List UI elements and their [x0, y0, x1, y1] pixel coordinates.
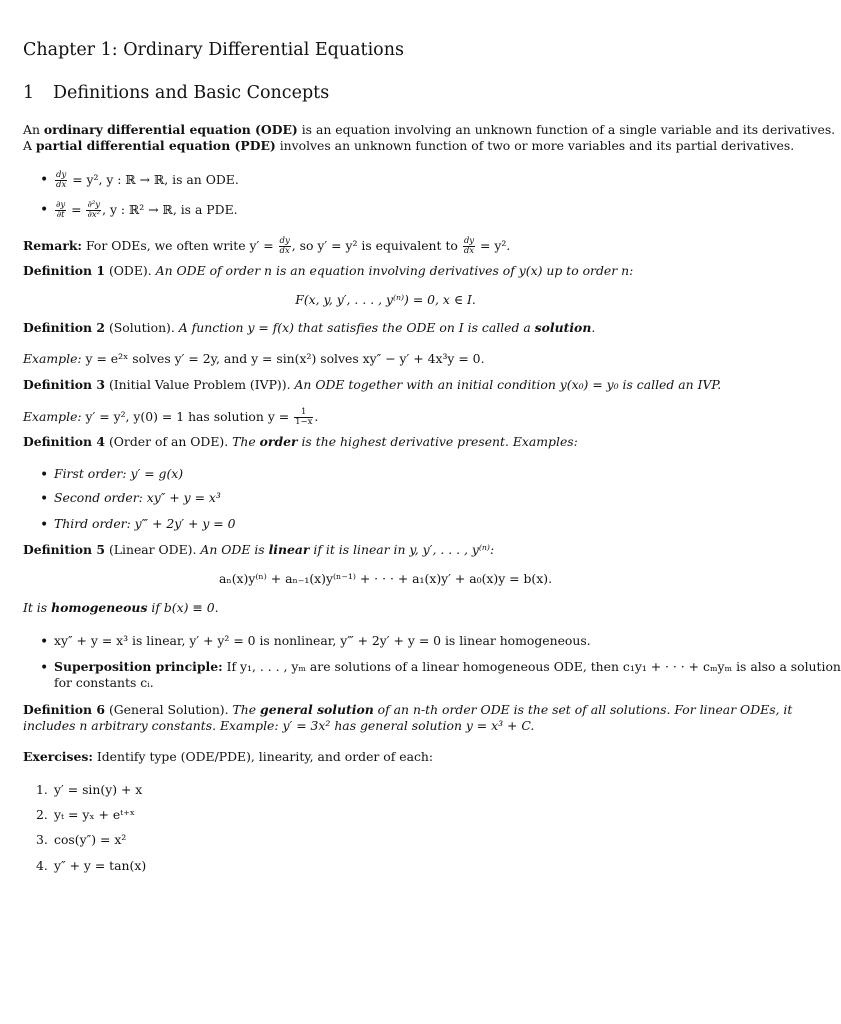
fraction [279, 237, 291, 256]
exercise-number: 3. [36, 832, 48, 847]
example-label: Example: [23, 351, 82, 366]
chapter-title: Chapter 1: Ordinary Differential Equations [23, 40, 404, 60]
remark-text: = y². [476, 238, 511, 253]
superposition-principle [54, 659, 841, 675]
numerator: dy [463, 236, 475, 246]
superposition-label: Superposition principle: [54, 659, 223, 674]
definition-name: (Order of an ODE). [105, 434, 229, 449]
intro-text: is an equation involving an unknown function of a single variable and its derivatives. [297, 122, 836, 137]
remark-text: For ODEs, we often write y′ = [82, 238, 278, 253]
fraction [463, 237, 475, 256]
equals: = [67, 202, 86, 217]
definition-text: The [228, 434, 260, 449]
order-example-2: Second order: xy″ + y = x³ [54, 490, 221, 505]
solution-term: solution [534, 320, 592, 335]
denominator: dx [56, 180, 67, 190]
definition-label: Definition 5 [23, 542, 105, 557]
definition-1 [23, 263, 633, 279]
intro-text: An [23, 122, 44, 137]
definition-name: (General Solution). [105, 702, 229, 717]
bullet-icon: • [40, 491, 49, 507]
definition-text: An ODE together with an initial condition y(x₀) = y₀ is called an IVP. [290, 377, 722, 392]
exercise-item: y′ = sin(y) + x [54, 782, 143, 797]
denominator: ∂x² [87, 210, 101, 220]
exercises-label: Exercises: [23, 749, 93, 764]
numerator: 1 [294, 408, 313, 418]
definition-text: An ODE is [196, 542, 269, 557]
definition-text: is the highest derivative present. Examples: [297, 434, 578, 449]
bullet-icon: • [40, 172, 49, 188]
definition-label: Definition 4 [23, 434, 105, 449]
homogeneous-text: It is [23, 600, 52, 615]
example-text: y = e²ˣ solves y′ = 2y, and y = sin(x²) solves xy″ − y′ + 4x³y = 0. [81, 351, 485, 366]
definition-text: A function y = f(x) that satisfies the ODE on I is called a [174, 320, 535, 335]
homogeneous-text: if b(x) ≡ 0. [147, 600, 219, 615]
bullet-text: , y : ℝ² → ℝ, is a PDE. [102, 202, 238, 217]
general-solution-term: general solution [260, 702, 374, 717]
exercise-item: y″ + y = tan(x) [54, 858, 147, 873]
denominator: dx [279, 246, 290, 256]
section-number: 1 [23, 83, 35, 103]
definition-3 [23, 377, 721, 393]
denominator: 1−x [295, 417, 313, 427]
example-text: y′ = y², y(0) = 1 has solution y = [81, 409, 294, 424]
definition-text: . [591, 320, 596, 335]
definition-label: Definition 3 [23, 377, 105, 392]
superposition-text: If y₁, . . . , yₘ are solutions of a linear homogeneous ODE, then c₁y₁ + · · · + cₘyₘ is also a solution [222, 659, 841, 674]
bullet-icon: • [40, 202, 49, 218]
exercises-text: Identify type (ODE/PDE), linearity, and order of each: [92, 749, 434, 764]
remark [23, 237, 510, 256]
definition-name: (Solution). [105, 320, 175, 335]
linearity-examples: xy″ + y = x³ is linear, y′ + y² = 0 is nonlinear, y‴ + 2y′ + y = 0 is linear homogeneous. [54, 633, 591, 648]
linear-term: linear [268, 542, 310, 557]
pde-example [54, 201, 238, 220]
example-text: . [314, 409, 319, 424]
definition-label: Definition 1 [23, 263, 105, 278]
numerator: dy [56, 170, 67, 180]
exercise-number: 4. [36, 858, 48, 873]
fraction [86, 201, 101, 220]
section-title: Definitions and Basic Concepts [53, 83, 330, 103]
bullet-icon: • [40, 517, 49, 533]
order-example-3: Third order: y‴ + 2y′ + y = 0 [54, 516, 236, 531]
fraction [55, 171, 67, 190]
intro-text: A [23, 138, 36, 153]
order-term: order [259, 434, 298, 449]
definition-name: (ODE). [105, 263, 152, 278]
intro-text: involves an unknown function of two or more variables and its partial derivatives. [275, 138, 795, 153]
order-example-1: First order: y′ = g(x) [54, 466, 184, 481]
display-equation-2: aₙ(x)y⁽ⁿ⁾ + aₙ₋₁(x)y⁽ⁿ⁻¹⁾ + · · · + a₁(x)y′ + a₀(x)y = b(x). [218, 571, 553, 586]
fraction [55, 201, 66, 220]
exercise-number: 1. [36, 782, 48, 797]
ode-term: ordinary differential equation (ODE) [43, 122, 298, 137]
fraction [294, 408, 313, 427]
remark-text: , so y′ = y² is equivalent to [291, 238, 462, 253]
section-heading [23, 85, 329, 101]
exercise-item: cos(y″) = x² [54, 832, 127, 847]
homogeneous-line [23, 600, 219, 616]
bullet-icon: • [40, 660, 49, 676]
remark-label: Remark: [23, 238, 83, 253]
example-2 [23, 408, 318, 427]
denominator: dx [463, 246, 475, 256]
exercise-item: yₜ = yₓ + eᵗ⁺ˣ [54, 807, 136, 822]
bullet-icon: • [40, 467, 49, 483]
exercise-number: 2. [36, 807, 48, 822]
definition-4 [23, 434, 578, 450]
example-1 [23, 351, 485, 367]
superposition-continuation: for constants cᵢ. [54, 675, 154, 690]
bullet-text: = y², y : ℝ → ℝ, is an ODE. [68, 172, 239, 187]
bullet-icon: • [40, 634, 49, 650]
definition-text: if it is linear in y, y′, . . . , y⁽ⁿ⁾: [309, 542, 495, 557]
denominator: ∂t [56, 210, 65, 220]
definition-name: (Linear ODE). [105, 542, 197, 557]
example-label: Example: [23, 409, 82, 424]
numerator: dy [279, 236, 290, 246]
homogeneous-term: homogeneous [51, 600, 148, 615]
definition-name: (Initial Value Problem (IVP)). [105, 377, 291, 392]
display-equation-1: F(x, y, y′, . . . , y⁽ⁿ⁾) = 0, x ∈ I. [295, 292, 476, 307]
numerator: ∂²y [87, 200, 101, 210]
intro-line-1 [23, 122, 835, 138]
definition-5 [23, 542, 494, 558]
definition-2 [23, 320, 595, 336]
definition-6-line-2: includes n arbitrary constants. Example: y′ = 3x² has general solution y = x³ + C. [23, 718, 535, 733]
intro-line-2 [23, 138, 794, 154]
definition-label: Definition 2 [23, 320, 105, 335]
pde-term: partial differential equation (PDE) [35, 138, 276, 153]
numerator: ∂y [56, 200, 66, 210]
definition-label: Definition 6 [23, 702, 105, 717]
exercises-heading [23, 749, 433, 765]
definition-text: An ODE of order n is an equation involving derivatives of y(x) up to order n: [151, 263, 634, 278]
definition-text: of an n-th order ODE is the set of all solutions. For linear ODEs, it [373, 702, 793, 717]
ode-example [54, 171, 239, 190]
definition-6 [23, 702, 792, 718]
definition-text: The [228, 702, 261, 717]
